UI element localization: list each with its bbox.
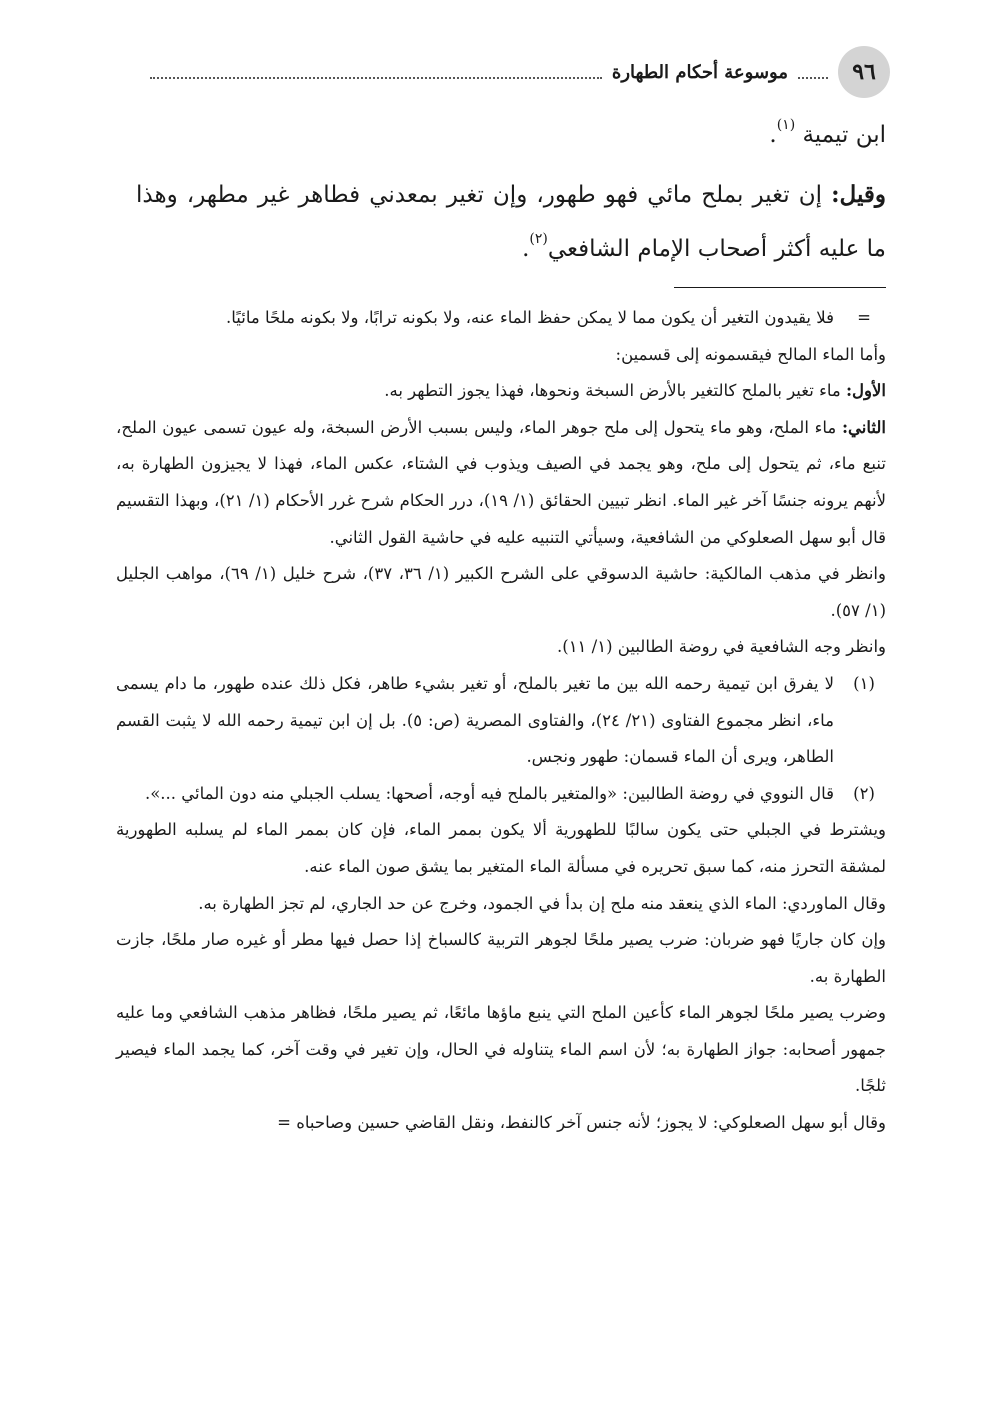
footnotes — [116, 300, 886, 1142]
header-dots-right — [798, 77, 828, 79]
footnote-2 — [116, 776, 886, 1142]
footnote-separator — [674, 287, 886, 288]
second-text: ماء الملح، وهو ماء يتحول إلى ملح جوهر الماء، وليس بسبب الأرض السبخة، وله عيون تسمى عيون الملح، تنبع ماء، ثم يتحول إلى ملح، وهو يجمد في الصيف ويذوب في الشتاء، عكس الماء، فهذا لا يجيزون الطهارة به، لأنهم يرونه جنسًا آخر غير الماء. انظر تبيين الحقائق (١/ ١٩)، درر الحكام شرح غرر الأحكام (١/ ٢١)، وبهذا التقسيم قال أبو سهل الصعلوكي من الشافعية، وسيأتي التنبيه عليه في حاشية القول الثاني. — [116, 417, 887, 547]
header-dots-left — [150, 77, 602, 79]
page-header — [140, 44, 890, 100]
footnote-2-p6: وقال أبو سهل الصعلوكي: لا يجوز؛ لأنه جنس آخر كالنفط، ونقل القاضي حسين وصاحباه = — [277, 1113, 886, 1133]
p1-text: ابن تيمية — [802, 122, 886, 148]
continuation-mark: = — [857, 308, 871, 327]
footnote-2-p4: وإن كان جاريًا فهو ضربان: ضرب يصير ملحًا لجوهر التربية كالسباخ إذا حصل فيها مطر أو غيره صار ملحًا، جازت الطهارة به. — [116, 930, 886, 986]
p2-lead: وقيل: — [831, 181, 887, 208]
cont-line-1: فلا يقيدون التغير أن يكون مما لا يمكن حفظ الماء عنه، ولا بكونه ترابًا، ولا بكونه ملحًا مائيًا. — [225, 308, 834, 327]
cont-first-type — [116, 373, 886, 410]
footnote-2-p5: وضرب يصير ملحًا لجوهر الماء كأعين الملح التي ينبع ماؤها مائعًا، ثم يصير ملحًا، فظاهر مذهب الشافعي وما عليه جمهور أصحابه: جواز الطهارة به؛ لأن اسم الماء يتناوله في الحال، وإن تغير في وقت آخر، كما يجمد الماء فيصير ثلجًا. — [116, 1003, 886, 1096]
p1-end: . — [769, 122, 777, 148]
p2-text: إن تغير بملح مائي فهو طهور، وإن تغير بمعدني فطاهر غير مطهر، وهذا ما عليه أكثر أصحاب الإمام الشافعي — [136, 182, 886, 262]
footnote-1-mark: (١) — [853, 673, 875, 693]
footnote-1-text: لا يفرق ابن تيمية رحمه الله بين ما تغير بالملح، أو تغير بشيء طاهر، فكل ذلك عنده طهور، ما دام يسمى ماء، انظر مجموع الفتاوى (٢١/ ٢٤)، والفتاوى المصرية (ص: ٥). بل إن ابن تيمية رحمه الله لا يثبت القسم الطاهر، ويرى أن الماء قسمان: طهور ونجس. — [116, 673, 834, 767]
cont-second-type — [116, 410, 886, 556]
footnote-2-mark: (٢) — [853, 783, 875, 803]
footnote-2-text: قال النووي في روضة الطالبين: «والمتغير بالملح فيه أوجه، أصحها: يسلب الجبلي منه دون المائي ...». — [144, 783, 834, 803]
first-text: ماء تغير بالملح كالتغير بالأرض السبخة ونحوها، فهذا يجوز التطهر به. — [384, 381, 846, 401]
footnote-ref-1[interactable]: (١) — [776, 117, 796, 134]
footnote-1 — [116, 666, 886, 776]
second-label: الثاني: — [841, 417, 886, 437]
footnote-continuation — [116, 300, 886, 666]
footnote-2-p3: وقال الماوردي: الماء الذي ينعقد منه ملح إن بدأ في الجمود، وخرج عن حد الجاري، لم تجز الطهارة به. — [198, 893, 886, 913]
footnote-2-p2: ويشترط في الجبلي حتى يكون سالبًا للطهورية ألا يكون بممر الماء، فإن كان بممر الماء لم يسلبه الطهورية لمشقة التحرز منه، كما سبق تحريره في مسألة الماء المتغير بما يشق صون الماء عنه. — [116, 820, 886, 876]
first-label: الأول: — [845, 381, 886, 401]
header-title: موسوعة أحكام الطهارة — [611, 61, 788, 83]
main-text — [136, 108, 886, 276]
p2-end: . — [522, 236, 530, 262]
footnote-ref-2[interactable]: (٢) — [529, 231, 548, 248]
cont-maliki: وانظر في مذهب المالكية: حاشية الدسوقي على الشرح الكبير (١/ ٣٦، ٣٧)، شرح خليل (١/ ٦٩)، مواهب الجليل (١/ ٥٧). — [116, 564, 886, 620]
cont-line-2: وأما الماء المالح فيقسمونه إلى قسمين: — [615, 344, 886, 364]
cont-shafii: وانظر وجه الشافعية في روضة الطالبين (١/ ١١). — [557, 637, 886, 657]
page-number: ٩٦ — [838, 46, 890, 98]
main-paragraph-1 — [136, 108, 886, 162]
main-paragraph-2 — [136, 168, 886, 276]
